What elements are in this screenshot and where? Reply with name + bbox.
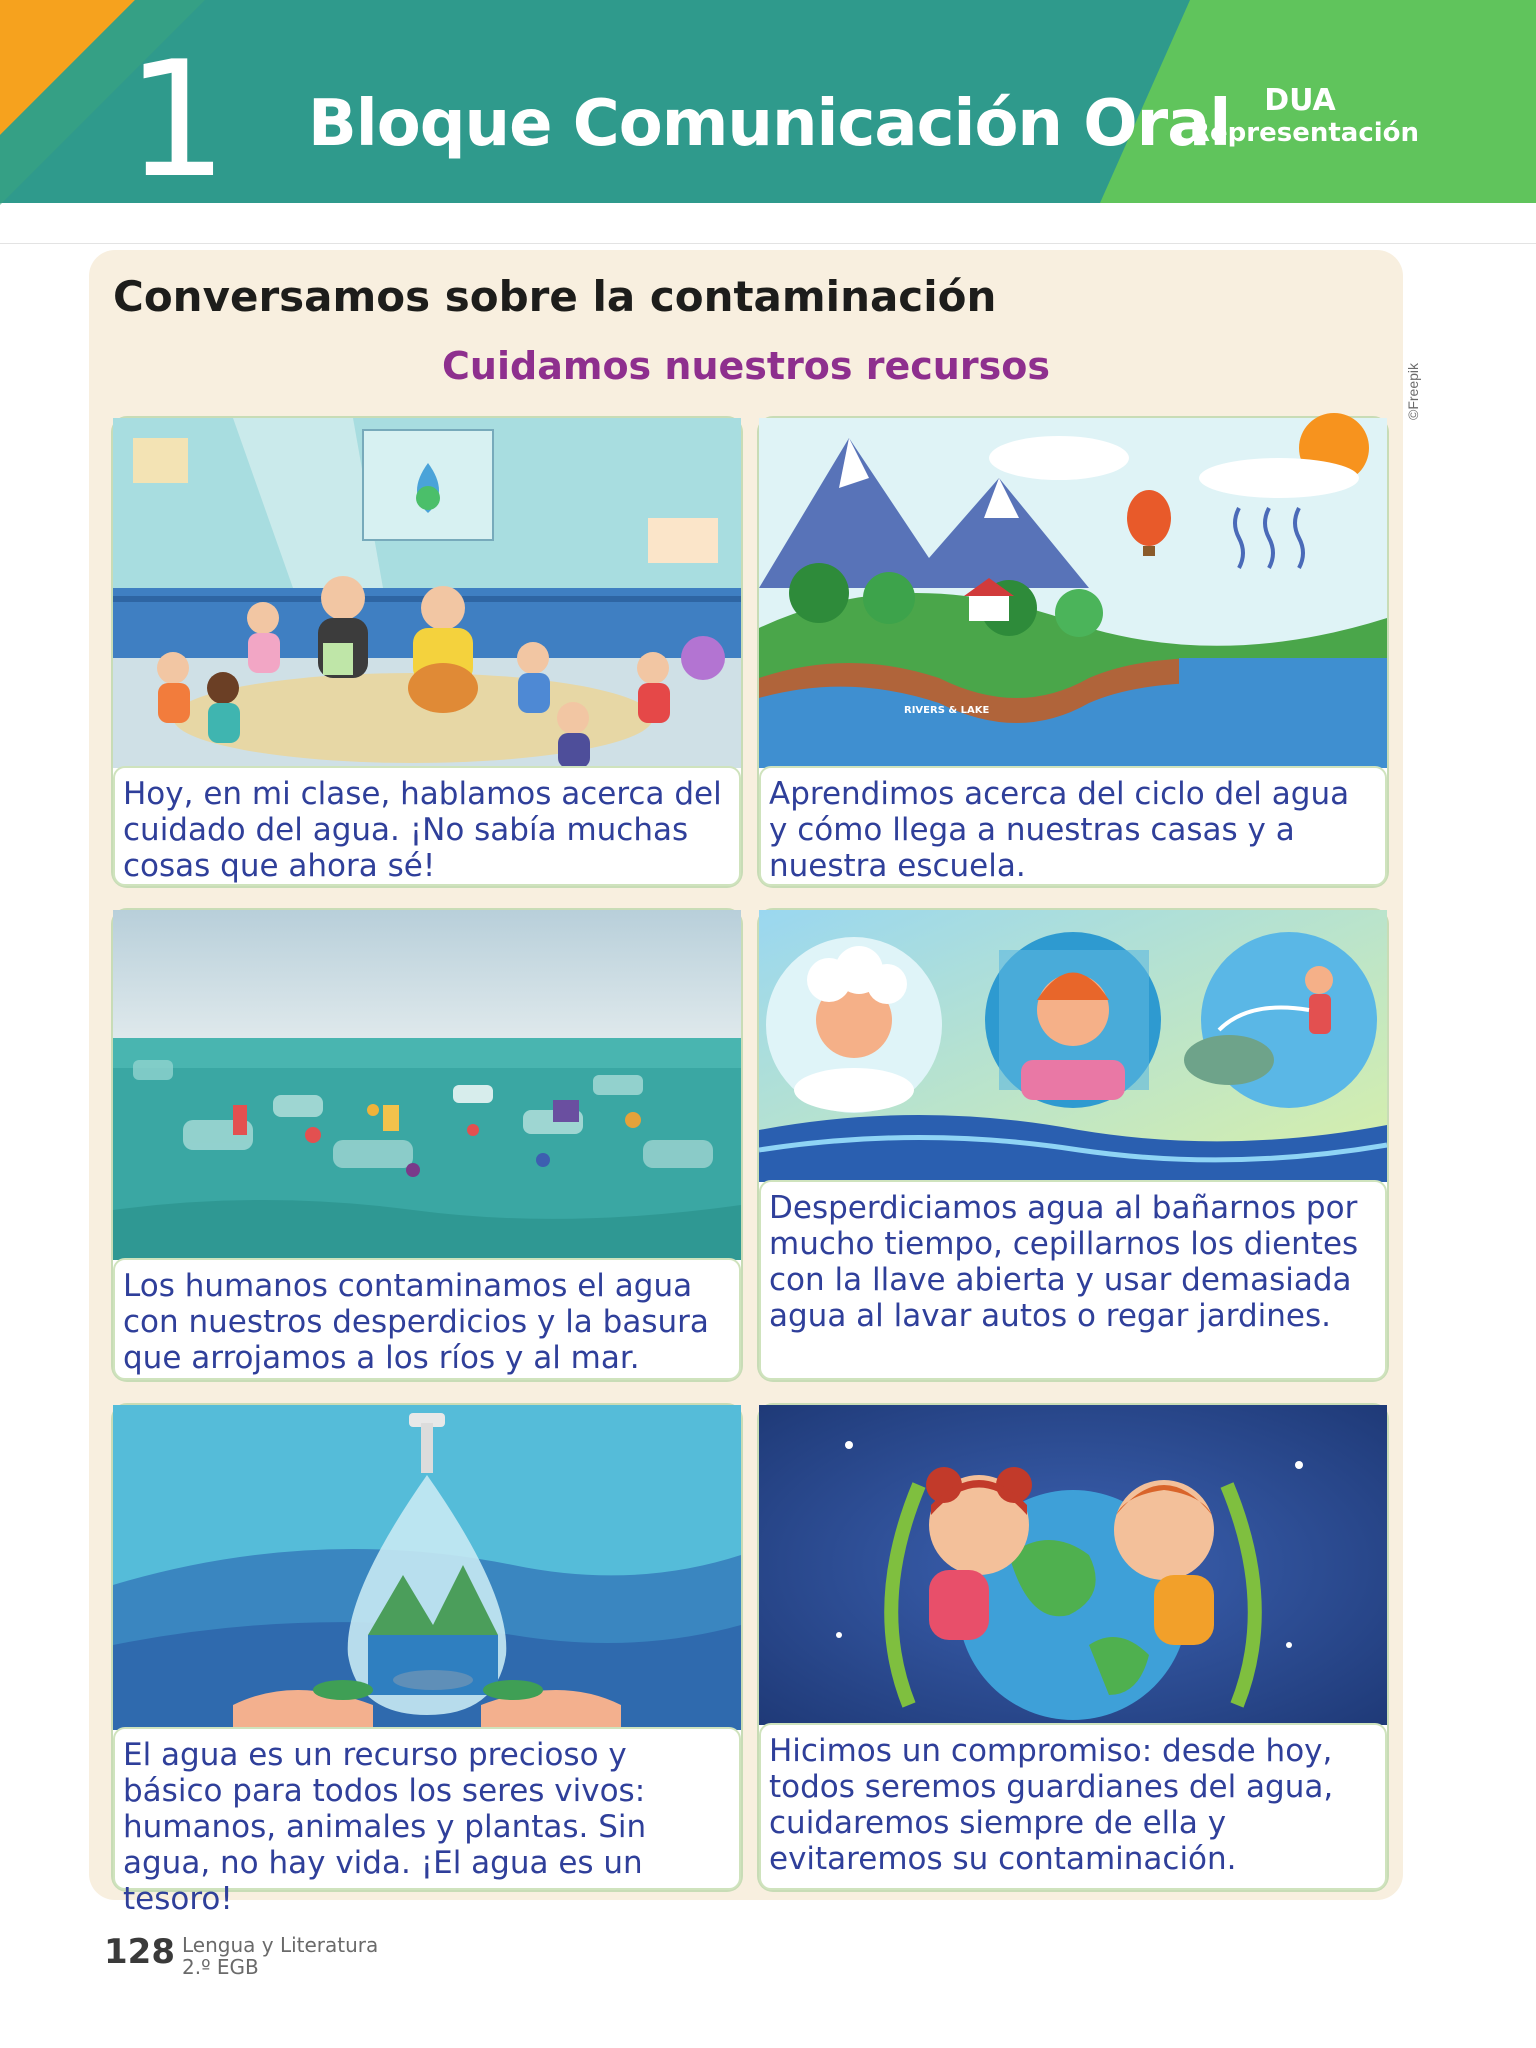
card-water-drop <box>113 1405 741 1917</box>
kids-hugging-earth-illustration <box>759 1405 1387 1725</box>
dua-subtitle: Representación <box>1190 118 1420 148</box>
card-classroom <box>113 418 741 886</box>
water-waste-illustration <box>759 910 1387 1182</box>
block-title: Bloque Comunicación Oral <box>308 87 1231 161</box>
card-water-cycle <box>759 418 1387 886</box>
dua-label: DUA <box>1264 83 1336 118</box>
card-caption: Hicimos un compromiso: desde hoy, todos seremos guardianes del agua, cuidaremos siempre de ella y evitaremos su contaminación. <box>759 1723 1387 1890</box>
card-earth-guardians <box>759 1405 1387 1890</box>
grade-level: 2.º EGB <box>182 1955 259 1979</box>
divider <box>0 243 1536 244</box>
card-caption: Aprendimos acerca del ciclo del agua y cómo llega a nuestras casas y a nuestra escuela. <box>759 766 1387 886</box>
card-water-waste <box>759 910 1387 1380</box>
page-number: 128 <box>104 1932 175 1972</box>
card-ocean-pollution <box>113 910 741 1380</box>
subject-name: Lengua y Literatura <box>182 1933 379 1957</box>
card-caption: El agua es un recurso precioso y básico para todos los seres vivos: humanos, animales y plantas. Sin agua, no hay vida. ¡El agua es un tesoro! <box>113 1727 741 1890</box>
subtitle-text: Cuidamos nuestros recursos <box>442 344 1050 388</box>
footer-subject <box>182 1934 378 1978</box>
section-subtitle <box>89 344 1403 388</box>
dua-badge <box>1190 83 1420 148</box>
water-drop-hands-illustration <box>113 1405 741 1730</box>
section-title: Conversamos sobre la contaminación <box>113 272 997 321</box>
image-credit: ©Freepik <box>1405 363 1421 420</box>
block-number: 1 <box>126 26 228 213</box>
header-banner <box>0 0 1536 213</box>
rivers-lake-label: RIVERS & LAKE <box>904 705 990 716</box>
classroom-illustration <box>113 418 741 768</box>
water-cycle-illustration <box>759 418 1387 768</box>
card-caption: Desperdiciamos agua al bañarnos por mucho tiempo, cepillarnos los dientes con la llave abierta y usar demasiada agua al lavar autos o regar jardines. <box>759 1180 1387 1380</box>
ocean-pollution-illustration <box>113 910 741 1260</box>
card-caption: Hoy, en mi clase, hablamos acerca del cuidado del agua. ¡No sabía muchas cosas que ahora sé! <box>113 766 741 886</box>
card-caption: Los humanos contaminamos el agua con nuestros desperdicios y la basura que arrojamos a los ríos y al mar. <box>113 1258 741 1380</box>
